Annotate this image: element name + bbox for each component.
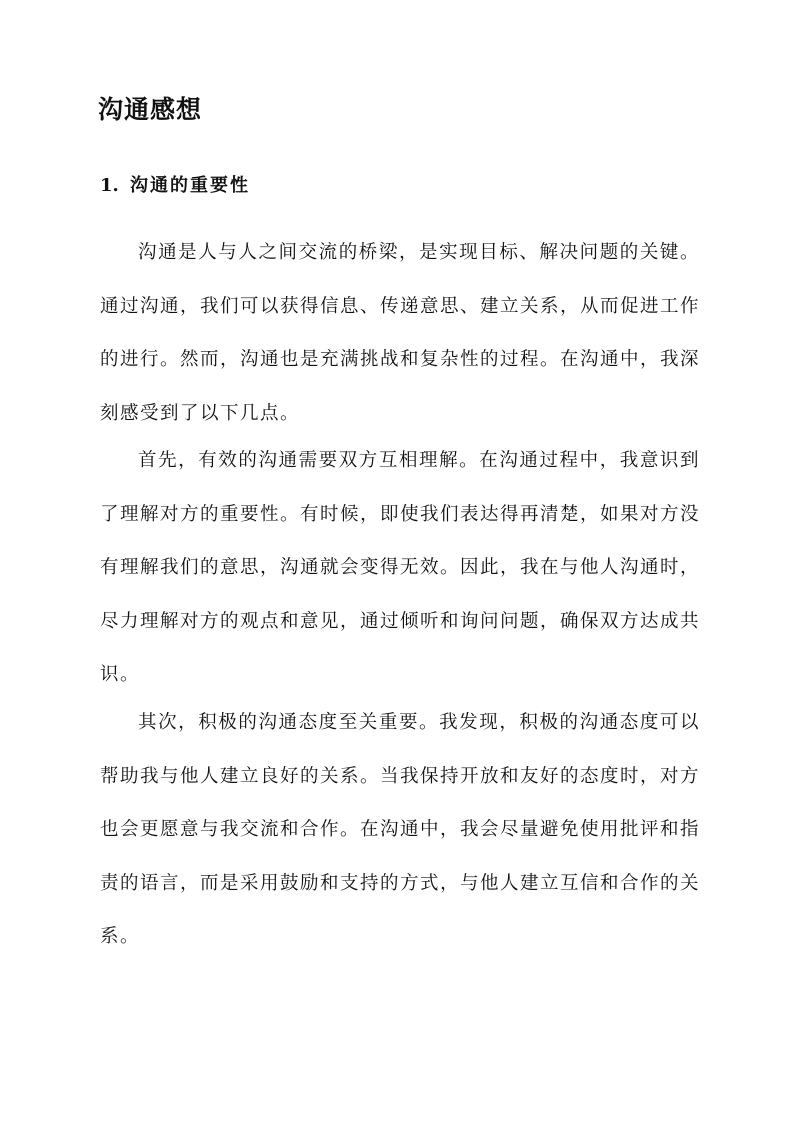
paragraph-mutual-understanding: 首先，有效的沟通需要双方互相理解。在沟通过程中，我意识到了理解对方的重要性。有时候，即使我们表达得再清楚，如果对方没有理解我们的意思，沟通就会变得无效。因此，我在与他人沟通时，尽力理解对方的观点和意见，通过倾听和询问问题，确保双方达成共识。 [100,450,701,685]
paragraph-importance: 沟通是人与人之间交流的桥梁，是实现目标、解决问题的关键。通过沟通，我们可以获得信息、传递意思、建立关系，从而促进工作的进行。然而，沟通也是充满挑战和复杂性的过程。在沟通中，我深刻感受到了以下几点。 [100,242,701,424]
section-number: 1. [100,175,119,196]
paragraph-positive-attitude: 其次，积极的沟通态度至关重要。我发现，积极的沟通态度可以帮助我与他人建立良好的关系。当我保持开放和友好的态度时，对方也会更愿意与我交流和合作。在沟通中，我会尽量避免使用批评和指责的语言，而是采用鼓励和支持的方式，与他人建立互信和合作的关系。 [100,712,701,947]
section-heading-text: 沟通的重要性 [130,175,250,196]
page-title: 沟通感想 [98,95,203,124]
section-heading [100,172,250,200]
